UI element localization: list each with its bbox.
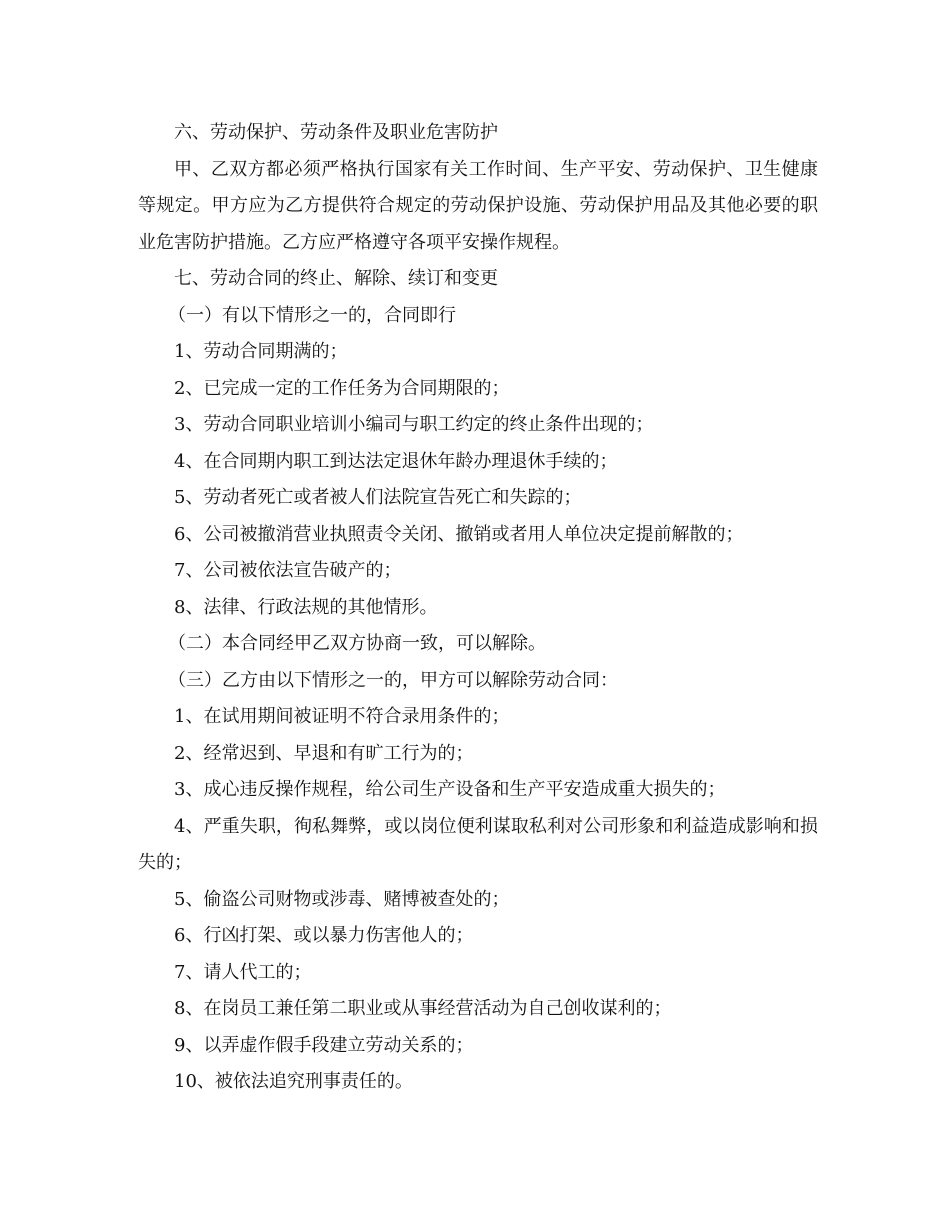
list-item: 7、请人代工的； [174,961,312,983]
subsection-heading-dismissal: （三）乙方由以下情形之一的，甲方可以解除劳动合同： [168,669,618,691]
list-item: 7、公司被依法宣告破产的； [174,560,402,581]
list-item: 4、严重失职，徇私舞弊，或以岗位便利谋取私利对公司形象和利益造成影响和损失的； [138,815,818,873]
list-item: 1、在试用期间被证明不符合录用条件的； [174,706,510,727]
list-item: 8、在岗员工兼任第二职业或从事经营活动为自己创收谋利的； [174,998,672,1019]
list-item: 2、经常迟到、早退和有旷工行为的； [174,742,474,764]
list-item: 8、法律、行政法规的其他情形。 [174,596,438,618]
list-item: 5、偷盗公司财物或涉毒、赌博被查处的； [174,888,510,910]
list-item: 10、被依法追究刑事责任的。 [174,1071,413,1092]
list-item: 6、行凶打架、或以暴力伤害他人的； [174,925,474,946]
list-item: 5、劳动者死亡或者被人们法院宣告死亡和失踪的； [174,487,582,508]
list-item: 3、劳动合同职业培训小编司与职工约定的终止条件出现的； [174,414,654,435]
section-heading-labor-protection: 六、劳动保护、劳动条件及职业危害防护 [174,122,498,143]
paragraph-labor-protection: 甲、乙双方都必须严格执行国家有关工作时间、生产平安、劳动保护、卫生健康等规定。甲方应为乙方提供符合规定的劳动保护设施、劳动保护用品及其他必要的职业危害防护措施。乙方应严格遵守各项平安操作规程。 [138,158,818,253]
subsection-heading-mutual-agreement: （二）本合同经甲乙双方协商一致，可以解除。 [168,633,546,654]
section-heading-contract-termination: 七、劳动合同的终止、解除、续订和变更 [174,268,498,289]
list-item: 1、劳动合同期满的； [174,341,348,362]
subsection-heading-termination: （一）有以下情形之一的，合同即行 [168,304,456,326]
document-body [138,115,818,1101]
list-item: 3、成心违反操作规程，给公司生产设备和生产平安造成重大损失的； [174,779,726,800]
list-item: 4、在合同期内职工到达法定退休年龄办理退休手续的； [174,450,618,472]
list-item: 2、已完成一定的工作任务为合同期限的； [174,377,510,399]
list-item: 9、以弄虚作假手段建立劳动关系的； [174,1034,474,1056]
list-item: 6、公司被撤消营业执照责令关闭、撤销或者用人单位决定提前解散的； [174,523,744,545]
